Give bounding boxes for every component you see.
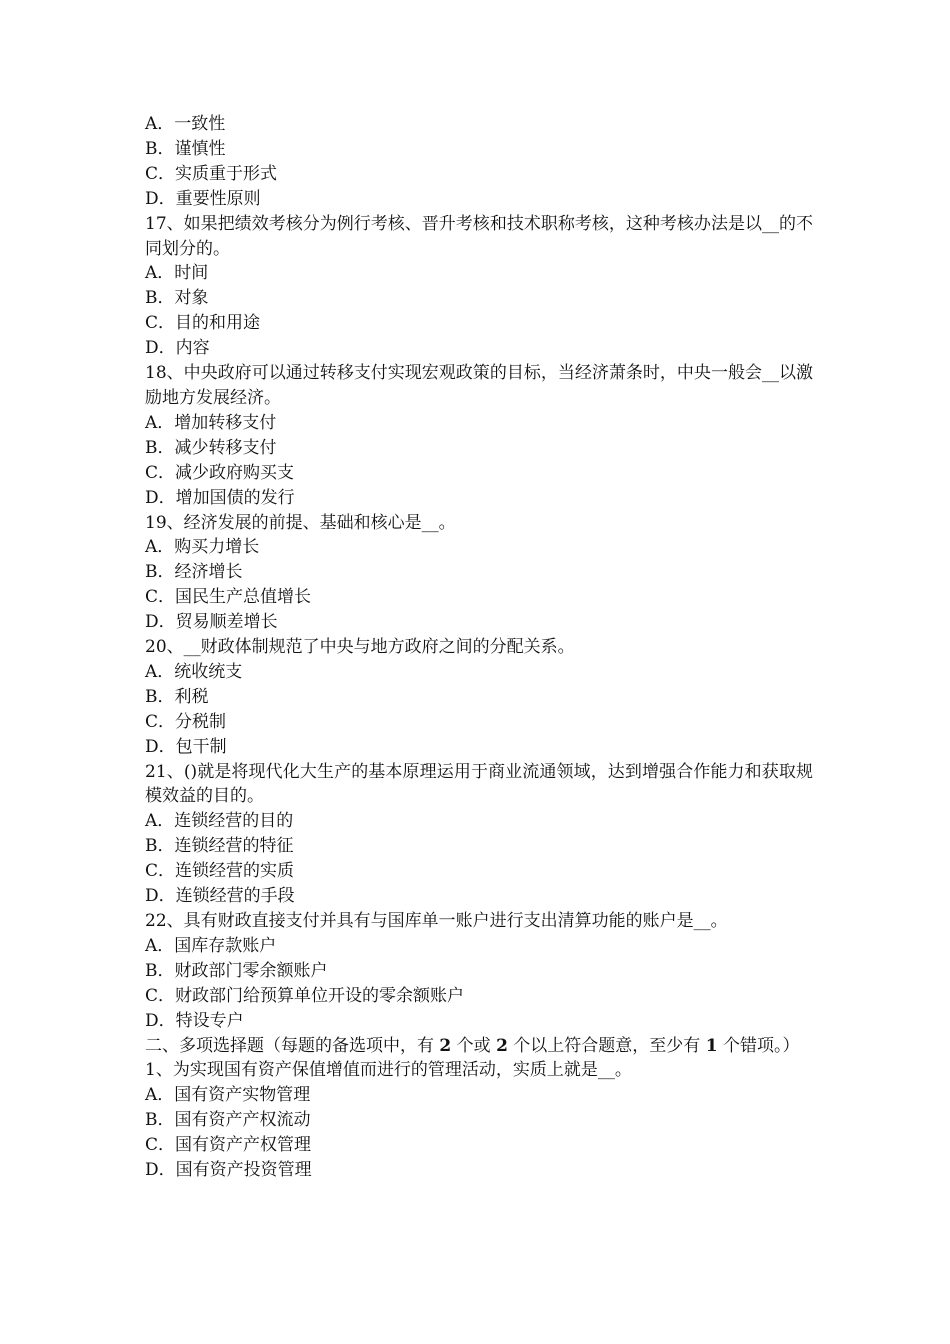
- section-heading: [145, 1034, 813, 1059]
- question-1: 1、为实现国有资产保值增值而进行的管理活动，实质上就是__。: [145, 1060, 632, 1081]
- question-18: 18、中央政府可以通过转移支付实现宏观政策的目标，当经济萧条时，中央一般会__以激励地方发展经济。: [145, 363, 813, 408]
- option-b: B．减少转移支付: [145, 437, 277, 458]
- option-a: A．购买力增长: [145, 537, 260, 558]
- question-19: 19、经济发展的前提、基础和核心是__。: [145, 512, 456, 533]
- question-22: 22、具有财政直接支付并具有与国库单一账户进行支出清算功能的账户是__。: [145, 911, 728, 931]
- section-heading-text: 个以上符合题意，至少有: [507, 1035, 706, 1056]
- option-a: A．国库存款账户: [145, 935, 277, 956]
- option-b: B．经济增长: [145, 562, 243, 583]
- option-d: D．内容: [145, 338, 210, 359]
- option-c: C．减少政府购买支: [145, 462, 295, 483]
- option-a: A．一致性: [145, 114, 226, 134]
- option-a: A．增加转移支付: [145, 412, 277, 433]
- question-20: 20、__财政体制规范了中央与地方政府之间的分配关系。: [145, 637, 575, 658]
- option-d: D．贸易顺差增长: [145, 612, 278, 633]
- option-c: C．实质重于形式: [145, 163, 278, 184]
- option-b: B．国有资产产权流动: [145, 1110, 311, 1131]
- section-heading-text: 二、多项选择题（每题的备选项中，有: [145, 1035, 440, 1056]
- section-heading-number: 2: [439, 1035, 452, 1056]
- option-a: A．国有资产实物管理: [145, 1085, 311, 1106]
- section-heading-text: 个错项。）: [717, 1035, 800, 1056]
- option-c: C．国有资产产权管理: [145, 1135, 312, 1156]
- option-d: D．包干制: [145, 736, 227, 757]
- option-a: A．统收统支: [145, 661, 243, 682]
- option-b: B．谨慎性: [145, 138, 226, 159]
- option-a: A．时间: [145, 263, 209, 284]
- option-b: B．连锁经营的特征: [145, 836, 294, 857]
- option-d: D．重要性原则: [145, 188, 261, 209]
- option-c: C．分税制: [145, 711, 227, 732]
- option-b: B．利税: [145, 686, 209, 707]
- option-c: C．连锁经营的实质: [145, 861, 295, 882]
- question-21: 21、()就是将现代化大生产的基本原理运用于商业流通领域，达到增强合作能力和获取规模效益的目的。: [145, 761, 813, 807]
- option-d: D．特设专户: [145, 1010, 244, 1031]
- option-d: D．连锁经营的手段: [145, 886, 295, 907]
- option-c: C．目的和用途: [145, 313, 261, 334]
- option-b: B．财政部门零余额账户: [145, 960, 328, 981]
- section-heading-number: 1: [705, 1035, 718, 1056]
- section-heading-text: 个或: [451, 1035, 497, 1056]
- option-c: C．财政部门给预算单位开设的零余额账户: [145, 985, 465, 1006]
- option-c: C．国民生产总值增长: [145, 587, 312, 608]
- option-d: D．增加国债的发行: [145, 487, 295, 508]
- option-b: B．对象: [145, 288, 209, 309]
- question-17: 17、如果把绩效考核分为例行考核、晋升考核和技术职称考核，这种考核办法是以__的不同划分的。: [145, 213, 813, 259]
- section-heading-number: 2: [496, 1035, 508, 1056]
- document-body: [145, 112, 813, 1183]
- option-d: D．国有资产投资管理: [145, 1160, 312, 1181]
- option-a: A．连锁经营的目的: [145, 811, 294, 832]
